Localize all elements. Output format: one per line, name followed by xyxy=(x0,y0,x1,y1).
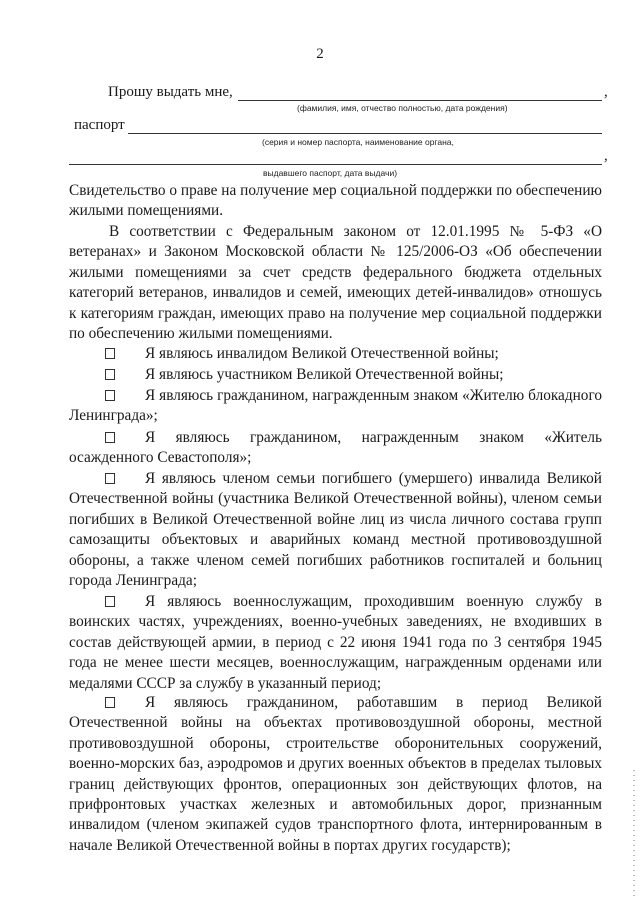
checkbox[interactable] xyxy=(105,473,115,484)
category-text: Я являюсь гражданином, работавшим в период Великой Отечественной войны на объектах противовоздушной обороны, местной противовоздушной обороны, строительстве оборонительных сооружений, военно-морских баз, аэродромов и других военных объектов в пределах тыловых границ действующих фронтов, операционных зон действующих флотов, на прифронтовых участках железных и автомобильных дорог, признанным инвалидом (членом экипажей судов транспортного флота, интернированным в начале Великой Отечественной войны в портах других государств); xyxy=(69,694,602,854)
category-item xyxy=(69,386,602,427)
passport-field-line[interactable] xyxy=(128,133,602,134)
checkbox[interactable] xyxy=(105,697,115,708)
intro-paragraph: В соответствии с Федеральным законом от 12.01.1995 № 5-ФЗ «О ветеранах» и Законом Московской области № 125/2006-ОЗ «Об обеспечении жилыми помещениями за счет средств федерального бюджета отдельных категорий ветеранов, инвалидов и семей, имеющих детей-инвалидов» отношусь к категориям граждан, имеющих право на получение мер социальной поддержки по обеспечению жилыми помещениями. xyxy=(69,223,602,343)
scan-margin-dots xyxy=(633,770,635,900)
issuer-field-line[interactable] xyxy=(69,164,602,165)
category-text: Я являюсь гражданином, награжденным знаком «Жителю блокадного Ленинграда»; xyxy=(69,387,602,425)
category-text: Я являюсь членом семьи погибшего (умершего) инвалида Великой Отечественной войны (участника Великой Отечественной войны), членом семьи погибших в Великой Отечественной войне лиц из числа личного состава групп самозащиты объектовых и аварийных команд местной противовоздушной обороны, а также членом семей погибших работников госпиталей и больниц города Ленинграда; xyxy=(69,470,602,590)
name-field-hint: (фамилия, имя, отчество полностью, дата рождения) xyxy=(297,103,508,113)
name-field-line[interactable] xyxy=(238,100,602,101)
category-item xyxy=(69,469,602,591)
checkbox[interactable] xyxy=(105,348,115,359)
checkbox[interactable] xyxy=(105,596,115,607)
category-text: Я являюсь участником Великой Отечественной войны; xyxy=(145,366,504,383)
page-number: 2 xyxy=(316,46,324,62)
checkbox[interactable] xyxy=(105,432,115,443)
category-item xyxy=(69,428,602,469)
checkbox[interactable] xyxy=(105,369,115,380)
request-label: Прошу выдать мне, xyxy=(108,84,233,100)
category-text: Я являюсь гражданином, награжденным знаком «Житель осажденного Севастополя»; xyxy=(69,429,602,467)
passport-field-hint: (серия и номер паспорта, наименование органа, xyxy=(262,137,454,147)
checkbox[interactable] xyxy=(105,390,115,401)
issuer-field-hint: выдавшего паспорт, дата выдачи) xyxy=(263,168,398,178)
comma-1: , xyxy=(604,84,608,100)
category-item xyxy=(69,344,602,364)
category-item xyxy=(69,365,602,385)
comma-2: , xyxy=(604,148,608,164)
category-text: Я являюсь инвалидом Великой Отечественной войны; xyxy=(145,345,499,362)
category-item xyxy=(69,693,602,856)
passport-label: паспорт xyxy=(74,117,125,133)
category-text: Я являюсь военнослужащим, проходившим военную службу в воинских частях, учреждениях, военно-учебных заведениях, не входивших в состав действующей армии, в период с 22 июня 1941 года по 3 сентября 1945 года не менее шести месяцев, военнослужащим, награжденным орденами или медалями СССР за службу в указанный период; xyxy=(69,593,602,692)
certificate-text: Свидетельство о праве на получение мер социальной поддержки по обеспечению жилыми помещениями. xyxy=(69,182,602,220)
category-item xyxy=(69,592,602,694)
